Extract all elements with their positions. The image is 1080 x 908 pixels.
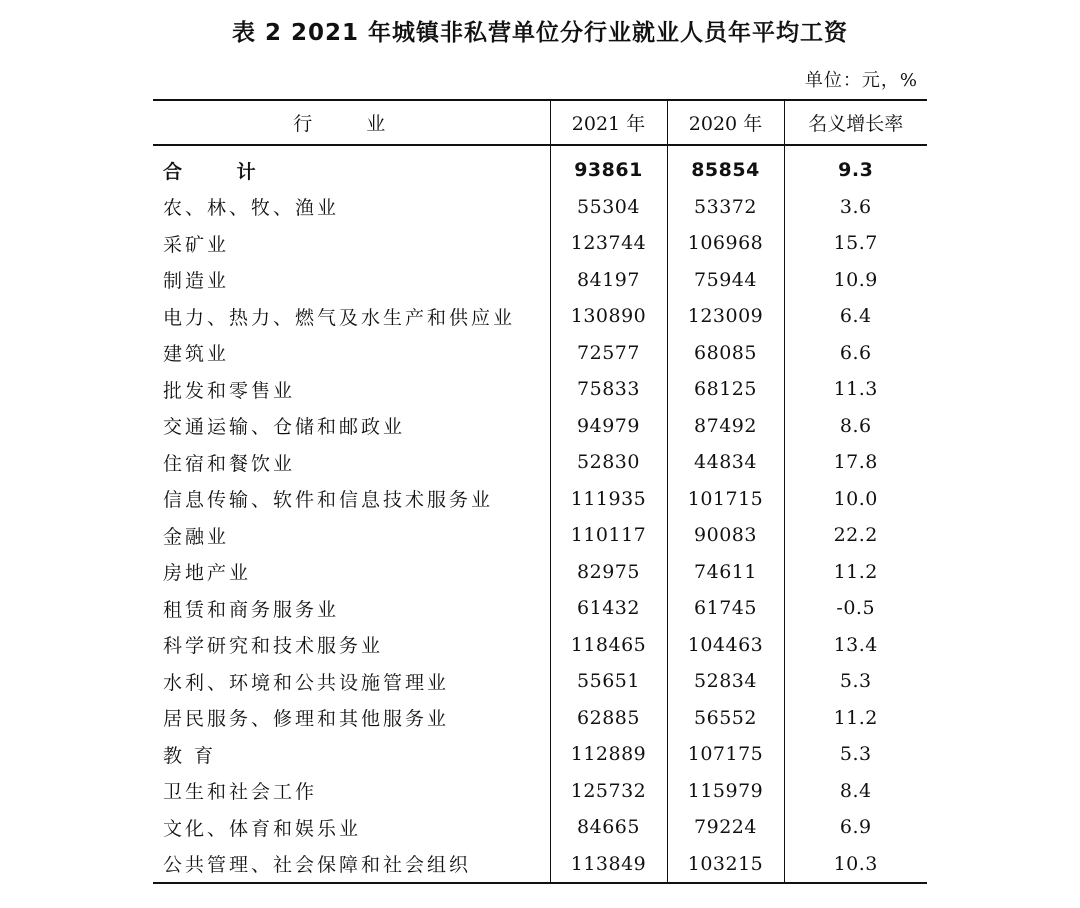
table-row (153, 627, 927, 664)
industry-cell: 住宿和餐饮业 (163, 452, 296, 475)
wage-2021-cell: 84665 (550, 809, 667, 846)
growth-rate-cell: 13.4 (784, 627, 927, 664)
wage-2021-cell: 118465 (550, 627, 667, 664)
table-row (153, 189, 927, 226)
wage-2021-cell: 93861 (550, 145, 667, 189)
table-title: 表 2 2021 年城镇非私营单位分行业就业人员年平均工资 (231, 20, 849, 46)
growth-rate-cell: 11.3 (784, 371, 927, 408)
wage-2021-cell: 111935 (550, 481, 667, 518)
industry-cell: 农、林、牧、渔业 (163, 197, 340, 220)
industry-cell: 合 计 (163, 160, 280, 183)
growth-rate-cell: 10.3 (784, 846, 927, 884)
industry-cell: 交通运输、仓储和邮政业 (163, 416, 406, 439)
table-row (153, 846, 927, 884)
industry-cell: 电力、热力、燃气及水生产和供应业 (163, 306, 516, 329)
growth-rate-cell: 5.3 (784, 663, 927, 700)
table-row (153, 371, 927, 408)
industry-cell: 公共管理、社会保障和社会组织 (153, 846, 550, 884)
header-industry: 行 业 (153, 100, 550, 145)
header-2021: 2021 年 (550, 100, 667, 145)
wage-2021-cell: 130890 (550, 298, 667, 335)
table-row (153, 663, 927, 700)
wage-2020-cell: 115979 (667, 773, 784, 810)
wage-2021-cell: 55651 (550, 663, 667, 700)
wage-2020-cell: 107175 (667, 736, 784, 773)
wage-2021-cell: 55304 (550, 189, 667, 226)
growth-rate-cell: 3.6 (784, 189, 927, 226)
industry-cell: 采矿业 (163, 233, 230, 256)
table-row (153, 590, 927, 627)
header-growth: 名义增长率 (784, 100, 927, 145)
table-row (153, 298, 927, 335)
wage-2021-cell: 125732 (550, 773, 667, 810)
table-row (153, 225, 927, 262)
growth-rate-cell: 11.2 (784, 700, 927, 737)
wage-2020-cell: 79224 (667, 809, 784, 846)
wage-2020-cell: 68085 (667, 335, 784, 372)
table-row (153, 736, 927, 773)
wage-2020-cell: 103215 (667, 846, 784, 884)
growth-rate-cell: 9.3 (784, 145, 927, 189)
industry-cell: 房地产业 (163, 562, 252, 585)
header-row (153, 100, 927, 145)
wage-2020-cell: 85854 (667, 145, 784, 189)
table-row (153, 335, 927, 372)
total-row (153, 145, 927, 189)
growth-rate-cell: 5.3 (784, 736, 927, 773)
wage-2020-cell: 101715 (667, 481, 784, 518)
table-row (153, 773, 927, 810)
wage-2020-cell: 68125 (667, 371, 784, 408)
industry-cell: 租赁和商务服务业 (163, 598, 340, 621)
wage-2021-cell: 84197 (550, 262, 667, 299)
growth-rate-cell: 17.8 (784, 444, 927, 481)
growth-rate-cell: 10.9 (784, 262, 927, 299)
wage-2021-cell: 113849 (550, 846, 667, 884)
wage-2020-cell: 106968 (667, 225, 784, 262)
industry-cell: 建筑业 (163, 343, 230, 366)
wage-2020-cell: 104463 (667, 627, 784, 664)
growth-rate-cell: -0.5 (784, 590, 927, 627)
industry-cell: 卫生和社会工作 (163, 781, 318, 804)
wage-2021-cell: 94979 (550, 408, 667, 445)
growth-rate-cell: 8.6 (784, 408, 927, 445)
growth-rate-cell: 10.0 (784, 481, 927, 518)
growth-rate-cell: 11.2 (784, 554, 927, 591)
growth-rate-cell: 15.7 (784, 225, 927, 262)
wage-2021-cell: 61432 (550, 590, 667, 627)
growth-rate-cell: 6.6 (784, 335, 927, 372)
header-2020: 2020 年 (667, 100, 784, 145)
wage-2021-cell: 112889 (550, 736, 667, 773)
industry-cell: 科学研究和技术服务业 (163, 635, 384, 658)
wage-2020-cell: 90083 (667, 517, 784, 554)
table-row (153, 700, 927, 737)
growth-rate-cell: 22.2 (784, 517, 927, 554)
industry-cell: 信息传输、软件和信息技术服务业 (163, 489, 494, 512)
wage-2021-cell: 52830 (550, 444, 667, 481)
wage-2021-cell: 72577 (550, 335, 667, 372)
industry-cell: 水利、环境和公共设施管理业 (163, 671, 450, 694)
wage-2020-cell: 74611 (667, 554, 784, 591)
table-row (153, 517, 927, 554)
table-row (153, 481, 927, 518)
industry-cell: 批发和零售业 (163, 379, 296, 402)
wage-2020-cell: 61745 (667, 590, 784, 627)
unit-note: 单位：元，% (804, 70, 918, 91)
table-row (153, 554, 927, 591)
wage-2021-cell: 110117 (550, 517, 667, 554)
wage-2020-cell: 53372 (667, 189, 784, 226)
industry-cell: 金融业 (163, 525, 230, 548)
wage-2020-cell: 75944 (667, 262, 784, 299)
growth-rate-cell: 6.4 (784, 298, 927, 335)
wage-2021-cell: 82975 (550, 554, 667, 591)
wage-2020-cell: 87492 (667, 408, 784, 445)
industry-cell: 居民服务、修理和其他服务业 (163, 708, 450, 731)
table-row (153, 809, 927, 846)
industry-cell: 教 育 (163, 744, 217, 767)
wage-2020-cell: 52834 (667, 663, 784, 700)
wage-table (153, 99, 927, 884)
wage-2021-cell: 75833 (550, 371, 667, 408)
wage-2021-cell: 62885 (550, 700, 667, 737)
table-row (153, 408, 927, 445)
wage-2021-cell: 123744 (550, 225, 667, 262)
wage-2020-cell: 44834 (667, 444, 784, 481)
growth-rate-cell: 8.4 (784, 773, 927, 810)
industry-cell: 制造业 (163, 270, 230, 293)
industry-cell: 文化、体育和娱乐业 (163, 817, 362, 840)
growth-rate-cell: 6.9 (784, 809, 927, 846)
table-row (153, 262, 927, 299)
wage-2020-cell: 56552 (667, 700, 784, 737)
table-row (153, 444, 927, 481)
wage-2020-cell: 123009 (667, 298, 784, 335)
